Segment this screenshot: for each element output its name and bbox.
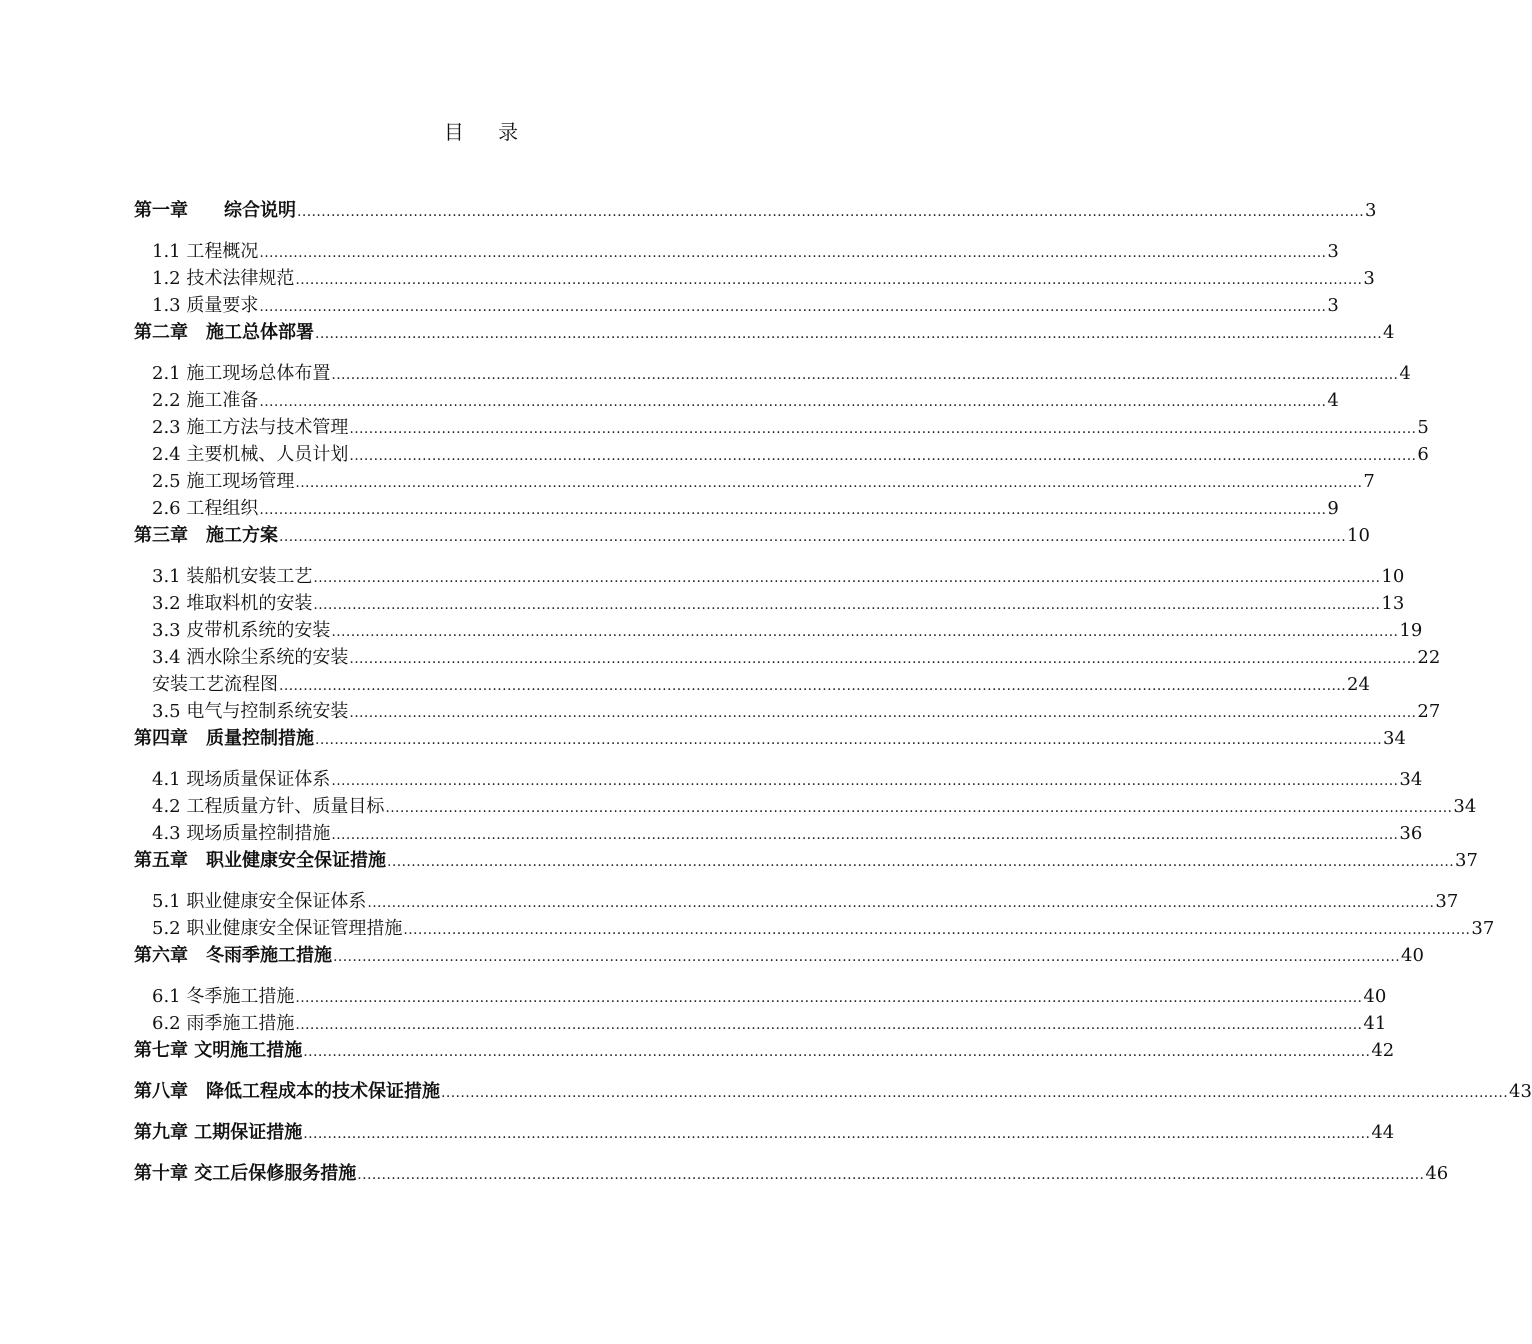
toc-page-number: 43 (1509, 1081, 1532, 1102)
toc-section-entry[interactable] (152, 361, 1411, 387)
toc-entry-label: 第六章 冬雨季施工措施 (134, 945, 332, 966)
toc-section-entry[interactable] (152, 266, 1375, 292)
toc-section-entry[interactable] (152, 699, 1441, 725)
toc-dot-leader: ............................................................................................................................................................................................................................ (387, 854, 1455, 870)
toc-section-entry[interactable] (152, 442, 1429, 468)
toc-dot-leader: ............................................................................................................................................................................................................................ (403, 922, 1471, 938)
toc-entry-label: 6.1 冬季施工措施 (152, 986, 295, 1007)
toc-entry-label: 第五章 职业健康安全保证措施 (134, 850, 386, 871)
toc-dot-leader: ............................................................................................................................................................................................................................ (295, 990, 1363, 1006)
toc-dot-leader: ............................................................................................................................................................................................................................ (313, 570, 1381, 586)
toc-dot-leader: ............................................................................................................................................................................................................................ (331, 773, 1399, 789)
toc-dot-leader: ............................................................................................................................................................................................................................ (303, 1126, 1371, 1142)
toc-page-number: 40 (1401, 945, 1424, 966)
toc-page-number: 34 (1399, 769, 1423, 790)
toc-chapter-entry[interactable] (134, 726, 1406, 752)
toc-section-entry[interactable] (152, 564, 1405, 590)
toc-page-number: 37 (1435, 891, 1459, 912)
toc-entry-label: 1.3 质量要求 (152, 295, 259, 316)
toc-entry-label: 安装工艺流程图 (152, 674, 278, 695)
toc-entry-label: 第十章 交工后保修服务措施 (134, 1163, 357, 1184)
toc-chapter-entry[interactable] (134, 1038, 1395, 1064)
toc-entry-label: 3.2 堆取料机的安装 (152, 593, 313, 614)
toc-section-entry[interactable] (152, 469, 1375, 495)
toc-page-number: 3 (1363, 268, 1375, 289)
toc-dot-leader: ............................................................................................................................................................................................................................ (295, 475, 1363, 491)
toc-page-number: 3 (1327, 241, 1339, 262)
toc-chapter-entry[interactable] (134, 1079, 1532, 1105)
toc-chapter-entry[interactable] (134, 320, 1395, 346)
toc-section-entry[interactable] (152, 821, 1423, 847)
toc-page-number: 4 (1399, 363, 1411, 384)
toc-section-entry[interactable] (152, 645, 1441, 671)
toc-dot-leader: ............................................................................................................................................................................................................................ (349, 448, 1417, 464)
toc-dot-leader: ............................................................................................................................................................................................................................ (259, 299, 1327, 315)
toc-dot-leader: ............................................................................................................................................................................................................................ (303, 1044, 1371, 1060)
toc-section-entry[interactable] (152, 293, 1339, 319)
toc-page-number: 34 (1383, 728, 1406, 749)
toc-dot-leader: ............................................................................................................................................................................................................................ (259, 502, 1327, 518)
toc-entry-label: 2.2 施工准备 (152, 390, 259, 411)
toc-entry-label: 3.4 洒水除尘系统的安装 (152, 647, 349, 668)
toc-dot-leader: ............................................................................................................................................................................................................................ (315, 326, 1383, 342)
toc-entry-label: 第八章 降低工程成本的技术保证措施 (134, 1081, 440, 1102)
toc-section-entry[interactable] (152, 1011, 1387, 1037)
toc-page-number: 13 (1381, 593, 1405, 614)
toc-page-number: 36 (1399, 823, 1423, 844)
toc-entry-label: 1.1 工程概况 (152, 241, 259, 262)
toc-page-number: 3 (1365, 200, 1377, 221)
toc-dot-leader: ............................................................................................................................................................................................................................ (357, 1167, 1425, 1183)
toc-section-entry[interactable] (152, 618, 1423, 644)
toc-dot-leader: ............................................................................................................................................................................................................................ (279, 529, 1347, 545)
toc-page-number: 22 (1417, 647, 1441, 668)
toc-page-number: 46 (1425, 1163, 1449, 1184)
toc-dot-leader: ............................................................................................................................................................................................................................ (297, 204, 1365, 220)
toc-page-number: 27 (1417, 701, 1441, 722)
toc-section-entry[interactable] (152, 415, 1429, 441)
toc-entry-label: 2.1 施工现场总体布置 (152, 363, 331, 384)
toc-section-entry[interactable] (152, 388, 1339, 414)
toc-section-entry[interactable] (152, 984, 1387, 1010)
toc-dot-leader: ............................................................................................................................................................................................................................ (259, 245, 1327, 261)
toc-page-number: 24 (1347, 674, 1370, 695)
toc-page-number: 41 (1363, 1013, 1387, 1034)
toc-dot-leader: ............................................................................................................................................................................................................................ (331, 624, 1399, 640)
toc-entry-label: 第七章 文明施工措施 (134, 1040, 303, 1061)
toc-title: 目 录 (443, 120, 533, 144)
toc-dot-leader: ............................................................................................................................................................................................................................ (349, 651, 1417, 667)
toc-page-number: 10 (1381, 566, 1405, 587)
toc-entry-label: 4.3 现场质量控制措施 (152, 823, 331, 844)
toc-section-entry[interactable] (152, 767, 1423, 793)
toc-chapter-entry[interactable] (134, 1120, 1395, 1146)
toc-page-number: 10 (1347, 525, 1370, 546)
toc-entry-label: 2.4 主要机械、人员计划 (152, 444, 349, 465)
toc-dot-leader: ............................................................................................................................................................................................................................ (349, 705, 1417, 721)
toc-entry-label: 6.2 雨季施工措施 (152, 1013, 295, 1034)
toc-entry-label: 2.6 工程组织 (152, 498, 259, 519)
toc-dot-leader: ............................................................................................................................................................................................................................ (367, 895, 1435, 911)
toc-entry-label: 1.2 技术法律规范 (152, 268, 295, 289)
toc-dot-leader: ............................................................................................................................................................................................................................ (259, 394, 1327, 410)
toc-entry-label: 3.5 电气与控制系统安装 (152, 701, 349, 722)
toc-section-entry[interactable] (152, 889, 1459, 915)
toc-section-entry[interactable] (152, 591, 1405, 617)
toc-entry-label: 4.2 工程质量方针、质量目标 (152, 796, 385, 817)
toc-chapter-entry[interactable] (134, 523, 1370, 549)
toc-entry-label: 4.1 现场质量保证体系 (152, 769, 331, 790)
toc-chapter-entry[interactable] (134, 848, 1478, 874)
toc-entry-label: 2.5 施工现场管理 (152, 471, 295, 492)
toc-entry-label: 第一章 综合说明 (134, 200, 296, 221)
toc-section-entry[interactable] (152, 794, 1477, 820)
toc-dot-leader: ............................................................................................................................................................................................................................ (441, 1085, 1509, 1101)
toc-section-entry[interactable] (152, 496, 1339, 522)
toc-page-number: 6 (1417, 444, 1429, 465)
toc-page-number: 37 (1471, 918, 1495, 939)
toc-page-number: 5 (1417, 417, 1429, 438)
toc-dot-leader: ............................................................................................................................................................................................................................ (385, 800, 1453, 816)
toc-entry-label: 5.2 职业健康安全保证管理措施 (152, 918, 403, 939)
toc-entry-label: 第二章 施工总体部署 (134, 322, 314, 343)
toc-page-number: 44 (1371, 1122, 1395, 1143)
toc-dot-leader: ............................................................................................................................................................................................................................ (295, 272, 1363, 288)
toc-entry-label: 3.1 装船机安装工艺 (152, 566, 313, 587)
toc-section-entry[interactable] (152, 672, 1370, 698)
toc-page-number: 3 (1327, 295, 1339, 316)
toc-page-number: 4 (1327, 390, 1339, 411)
toc-page-number: 19 (1399, 620, 1423, 641)
toc-chapter-entry[interactable] (134, 198, 1377, 224)
toc-dot-leader: ............................................................................................................................................................................................................................ (331, 367, 1399, 383)
toc-dot-leader: ............................................................................................................................................................................................................................ (295, 1017, 1363, 1033)
toc-entry-label: 第三章 施工方案 (134, 525, 278, 546)
toc-chapter-entry[interactable] (134, 943, 1424, 969)
toc-page-number: 9 (1327, 498, 1339, 519)
toc-entry-label: 3.3 皮带机系统的安装 (152, 620, 331, 641)
toc-chapter-entry[interactable] (134, 1161, 1449, 1187)
toc-entry-label: 第四章 质量控制措施 (134, 728, 314, 749)
toc-page-number: 37 (1455, 850, 1478, 871)
toc-dot-leader: ............................................................................................................................................................................................................................ (315, 732, 1383, 748)
toc-page-number: 4 (1383, 322, 1395, 343)
toc-entry-label: 第九章 工期保证措施 (134, 1122, 303, 1143)
toc-page-number: 7 (1363, 471, 1375, 492)
toc-entry-label: 5.1 职业健康安全保证体系 (152, 891, 367, 912)
toc-dot-leader: ............................................................................................................................................................................................................................ (313, 597, 1381, 613)
toc-section-entry[interactable] (152, 916, 1495, 942)
toc-page-number: 34 (1453, 796, 1477, 817)
toc-page-number: 42 (1371, 1040, 1395, 1061)
toc-dot-leader: ............................................................................................................................................................................................................................ (331, 827, 1399, 843)
toc-entry-label: 2.3 施工方法与技术管理 (152, 417, 349, 438)
toc-dot-leader: ............................................................................................................................................................................................................................ (279, 678, 1347, 694)
toc-page-number: 40 (1363, 986, 1387, 1007)
toc-dot-leader: ............................................................................................................................................................................................................................ (333, 949, 1401, 965)
toc-dot-leader: ............................................................................................................................................................................................................................ (349, 421, 1417, 437)
toc-section-entry[interactable] (152, 239, 1339, 265)
